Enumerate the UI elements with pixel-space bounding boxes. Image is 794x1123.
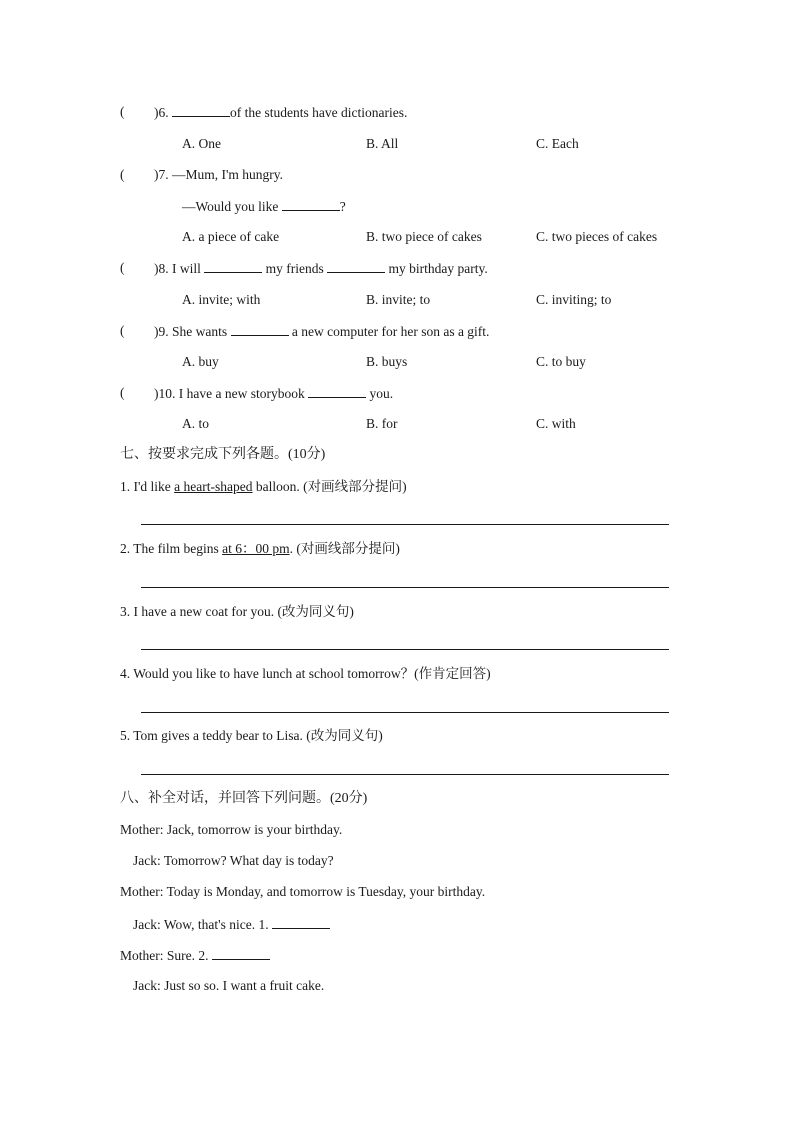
answer-blank[interactable] (231, 322, 289, 336)
answer-blank[interactable] (327, 259, 385, 273)
answer-line[interactable] (141, 587, 669, 588)
option-c: C. with (536, 416, 576, 431)
question-number: )6. (154, 105, 169, 120)
section-7-title: 七、按要求完成下列各题。(10分) (120, 447, 326, 462)
dialogue-line-1: Mother: Jack, tomorrow is your birthday. (120, 822, 343, 837)
question-text: —Would you like (182, 199, 279, 214)
item-instruction: . (对画线部分提问) (289, 541, 400, 556)
option-c: C. Each (536, 136, 579, 151)
option-a: A. buy (182, 354, 219, 369)
answer-blank[interactable] (212, 946, 270, 960)
dialogue-line-4 (133, 915, 330, 934)
answer-blank[interactable] (282, 197, 340, 211)
option-a: A. to (182, 416, 209, 431)
question-6 (120, 103, 125, 121)
question-7-text (154, 166, 283, 184)
question-text: my birthday party. (388, 261, 488, 276)
rewrite-item-1 (120, 478, 407, 496)
paren-open: ( (120, 323, 125, 338)
question-text: I have a new storybook (178, 386, 305, 401)
paren-open: ( (120, 260, 125, 275)
question-8 (120, 259, 125, 277)
question-text: of the students have dictionaries. (230, 105, 408, 120)
question-text: you. (369, 386, 394, 401)
dialogue-line-6: Jack: Just so so. I want a fruit cake. (133, 978, 325, 993)
option-c: C. two pieces of cakes (536, 229, 658, 244)
paren-open: ( (120, 167, 125, 182)
question-10 (120, 384, 125, 402)
option-c: C. inviting; to (536, 292, 612, 307)
question-number: )7. (154, 167, 169, 182)
dialogue-text: Jack: Wow, that's nice. 1. (133, 917, 269, 932)
paren-open: ( (120, 385, 125, 400)
option-b: B. two piece of cakes (366, 229, 482, 244)
question-number: )8. (154, 261, 169, 276)
question-text: I will (172, 261, 201, 276)
section-8-title: 八、补全对话，并回答下列问题。(20分) (120, 791, 368, 806)
option-b: B. for (366, 416, 398, 431)
rewrite-item-3: 3. I have a new coat for you. (改为同义句) (120, 604, 354, 619)
option-a: A. a piece of cake (182, 229, 280, 244)
question-text: a new computer for her son as a gift. (291, 324, 490, 339)
question-7-sub (182, 197, 346, 216)
answer-line[interactable] (141, 712, 669, 713)
answer-blank[interactable] (172, 103, 230, 117)
answer-blank[interactable] (204, 259, 262, 273)
rewrite-item-5: 5. Tom gives a teddy bear to Lisa. (改为同义句) (120, 728, 383, 743)
paren-open: ( (120, 104, 125, 119)
answer-line[interactable] (141, 649, 669, 650)
underlined-phrase: a heart-shaped (174, 479, 253, 494)
answer-blank[interactable] (272, 915, 330, 929)
question-text: She wants (172, 324, 228, 339)
option-b: B. buys (366, 354, 408, 369)
option-a: A. One (182, 136, 221, 151)
answer-line[interactable] (141, 524, 669, 525)
question-6-text (154, 103, 407, 122)
question-9 (120, 322, 125, 340)
option-c: C. to buy (536, 354, 586, 369)
question-text: —Mum, I'm hungry. (172, 167, 284, 182)
dialogue-line-3: Mother: Today is Monday, and tomorrow is Tuesday, your birthday. (120, 884, 486, 899)
question-7 (120, 166, 125, 184)
question-text: my friends (265, 261, 324, 276)
item-instruction: balloon. (对画线部分提问) (252, 479, 407, 494)
answer-blank[interactable] (308, 384, 366, 398)
question-10-text (154, 384, 393, 403)
question-9-text (154, 322, 489, 341)
rewrite-item-4: 4. Would you like to have lunch at school tomorrow？(作肯定回答) (120, 666, 491, 681)
dialogue-line-2: Jack: Tomorrow? What day is today? (133, 853, 334, 868)
option-b: B. invite; to (366, 292, 431, 307)
question-8-text (154, 259, 488, 278)
question-mark: ? (339, 199, 346, 214)
dialogue-line-5 (120, 946, 270, 965)
item-text: 2. The film begins (120, 541, 223, 556)
rewrite-item-2 (120, 540, 400, 558)
underlined-phrase: at 6：00 pm (222, 541, 290, 556)
question-number: )9. (154, 324, 169, 339)
question-number: )10. (154, 386, 176, 401)
dialogue-text: Mother: Sure. 2. (120, 948, 209, 963)
answer-line[interactable] (141, 774, 669, 775)
option-b: B. All (366, 136, 399, 151)
item-text: 1. I'd like (120, 479, 175, 494)
option-a: A. invite; with (182, 292, 261, 307)
